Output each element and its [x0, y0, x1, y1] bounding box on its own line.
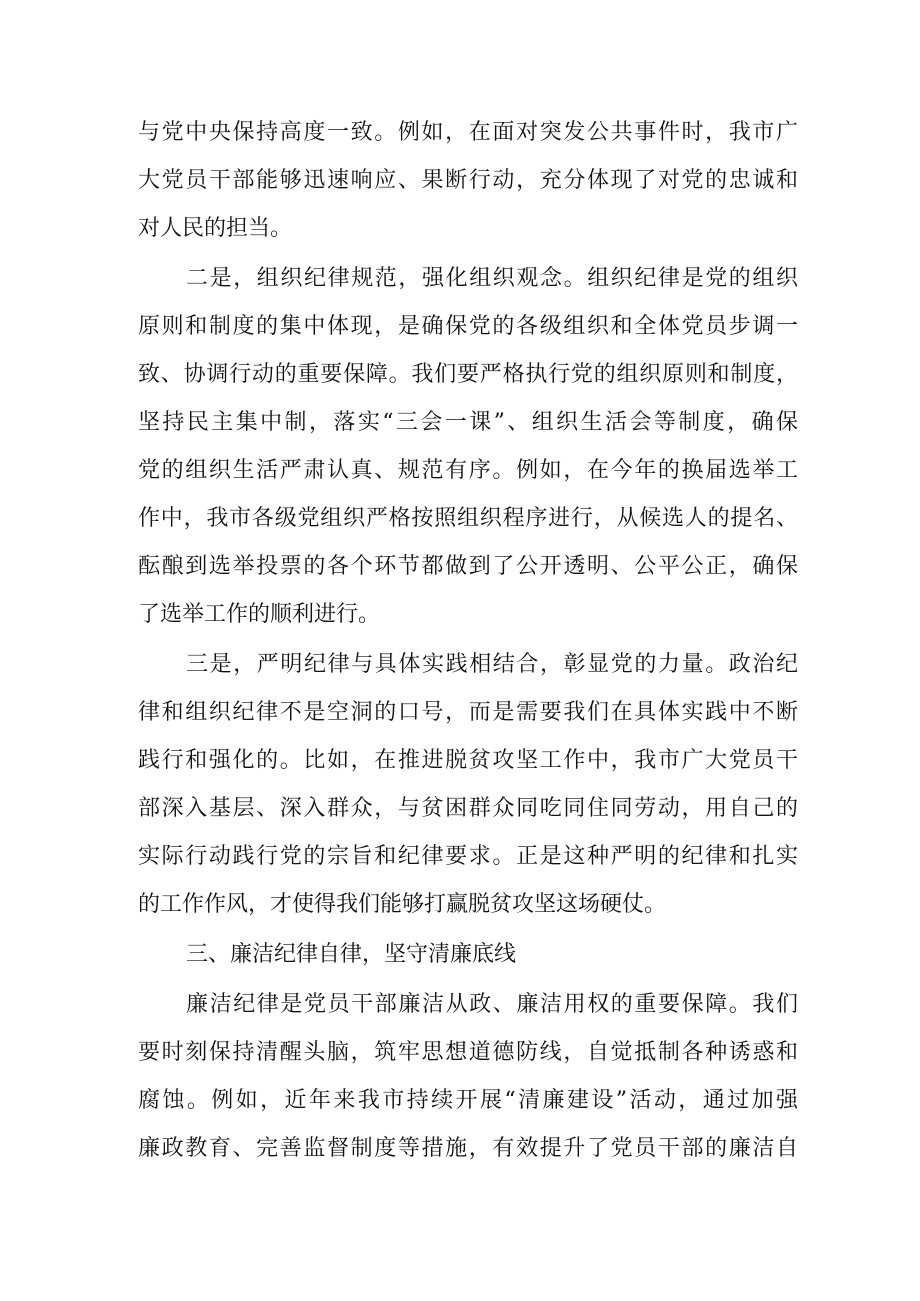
text-line-8: 党的组织生活严肃认真、规范有序。例如，在今年的换届选举工	[138, 458, 798, 483]
text-line-22: 廉政教育、完善监督制度等措施，有效提升了党员干部的廉洁自	[138, 1136, 798, 1161]
text-line-20: 要时刻保持清醒头脑，筑牢思想道德防线，自觉抵制各种诱惑和	[138, 1040, 798, 1065]
section-heading: 三、廉洁纪律自律，坚守清廉底线	[186, 942, 517, 967]
text-line-21: 腐蚀。例如，近年来我市持续开展“清廉建设”活动，通过加强	[138, 1088, 798, 1113]
text-line-7: 坚持民主集中制，落实“三会一课”、组织生活会等制度，确保	[138, 410, 798, 435]
text-line-16: 实际行动践行党的宗旨和纪律要求。正是这种严明的纪律和扎实	[138, 844, 798, 869]
text-line-17: 的工作作风，才使得我们能够打赢脱贫攻坚这场硬仗。	[138, 892, 667, 917]
text-line-4: 二是，组织纪律规范，强化组织观念。组织纪律是党的组织	[186, 266, 798, 291]
text-line-3: 对人民的担当。	[138, 216, 293, 241]
text-line-9: 作中，我市各级党组织严格按照组织程序进行，从候选人的提名、	[138, 506, 798, 531]
text-line-19: 廉洁纪律是党员干部廉洁从政、廉洁用权的重要保障。我们	[186, 992, 798, 1017]
text-line-14: 践行和强化的。比如，在推进脱贫攻坚工作中，我市广大党员干	[138, 748, 798, 773]
text-line-1: 与党中央保持高度一致。例如，在面对突发公共事件时，我市广	[138, 120, 798, 145]
text-line-15: 部深入基层、深入群众，与贫困群众同吃同住同劳动，用自己的	[138, 796, 798, 821]
text-line-11: 了选举工作的顺利进行。	[138, 602, 381, 627]
text-line-12: 三是，严明纪律与具体实践相结合，彰显党的力量。政治纪	[186, 652, 798, 677]
text-line-5: 原则和制度的集中体现，是确保党的各级组织和全体党员步调一	[138, 314, 798, 339]
text-line-6: 致、协调行动的重要保障。我们要严格执行党的组织原则和制度，	[138, 362, 798, 387]
text-line-2: 大党员干部能够迅速响应、果断行动，充分体现了对党的忠诚和	[138, 168, 798, 193]
text-line-10: 酝酿到选举投票的各个环节都做到了公开透明、公平公正，确保	[138, 554, 798, 579]
text-line-13: 律和组织纪律不是空洞的口号，而是需要我们在具体实践中不断	[138, 700, 798, 725]
